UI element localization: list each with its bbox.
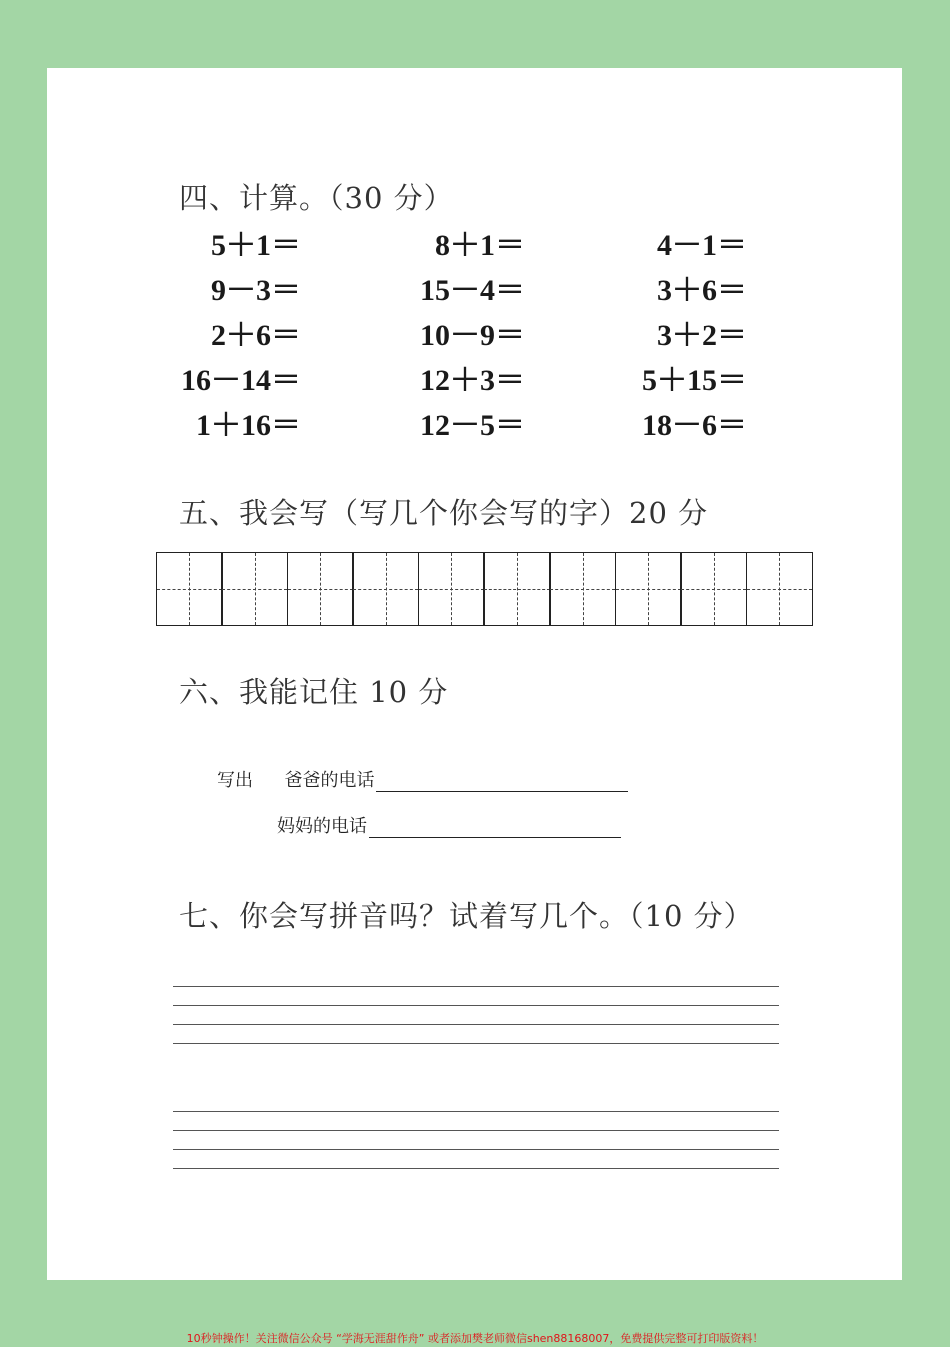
mom-phone-label: 妈妈的电话: [277, 816, 367, 837]
mom-phone-row: [277, 812, 621, 838]
dad-phone-label: 爸爸的电话: [284, 770, 375, 791]
writing-box[interactable]: [156, 552, 223, 626]
writing-box[interactable]: [549, 552, 616, 626]
pinyin-lines-2[interactable]: [173, 1111, 779, 1187]
problem-1-1: 5＋1＝: [211, 229, 301, 262]
writing-box[interactable]: [287, 552, 354, 626]
problem-5-3: 18－6＝: [642, 409, 747, 442]
section-7-title: 七、你会写拼音吗？试着写几个。（10 分）: [179, 899, 754, 933]
writing-box[interactable]: [483, 552, 550, 626]
writing-box[interactable]: [680, 552, 747, 626]
problem-4-1: 16－14＝: [181, 364, 301, 397]
writing-box[interactable]: [352, 552, 419, 626]
problem-1-2: 8＋1＝: [435, 229, 525, 262]
writing-grid: [157, 552, 813, 626]
section-4-title: 四、计算。（30 分）: [179, 181, 454, 215]
problem-4-2: 12＋3＝: [420, 364, 525, 397]
write-label: 写出: [217, 770, 253, 791]
problem-5-2: 12－5＝: [420, 409, 525, 442]
problem-1-3: 4－1＝: [657, 229, 747, 262]
problem-5-1: 1＋16＝: [196, 409, 301, 442]
problem-2-2: 15－4＝: [420, 274, 525, 307]
dad-phone-row: [217, 766, 628, 792]
section-5-title: 五、我会写（写几个你会写的字）20 分: [179, 496, 709, 530]
problem-4-3: 5＋15＝: [642, 364, 747, 397]
writing-box[interactable]: [418, 552, 485, 626]
mom-phone-blank[interactable]: [369, 819, 621, 838]
writing-box[interactable]: [746, 552, 813, 626]
writing-box[interactable]: [221, 552, 288, 626]
dad-phone-blank[interactable]: [376, 773, 628, 792]
worksheet-page: [47, 68, 902, 1280]
promo-footer: 10秒钟操作！关注微信公众号 “学海无涯甜作舟” 或者添加樊老师微信shen88168007，免费提供完整可打印版资料！: [186, 1332, 764, 1345]
problem-3-3: 3＋2＝: [657, 319, 747, 352]
problem-3-1: 2＋6＝: [211, 319, 301, 352]
problem-2-3: 3＋6＝: [657, 274, 747, 307]
writing-box[interactable]: [615, 552, 682, 626]
problem-2-1: 9－3＝: [211, 274, 301, 307]
section-6-title: 六、我能记住 10 分: [179, 675, 449, 709]
pinyin-lines-1[interactable]: [173, 986, 779, 1062]
problem-3-2: 10－9＝: [420, 319, 525, 352]
